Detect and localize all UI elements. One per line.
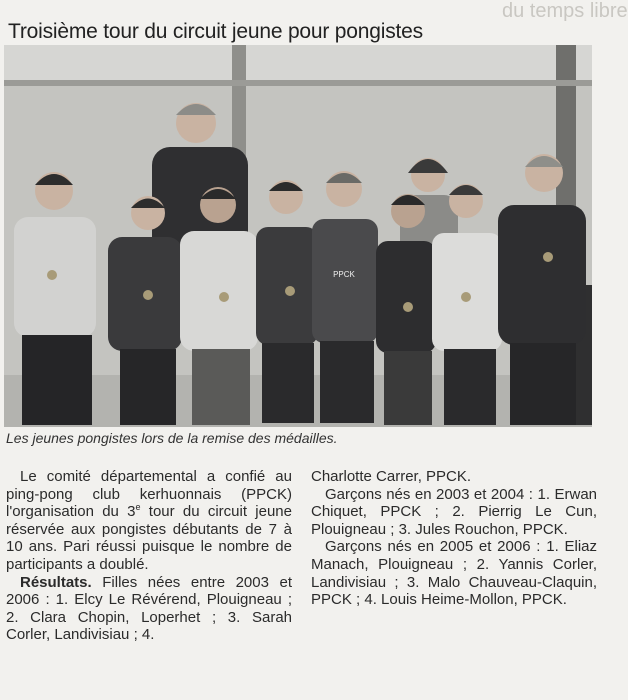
- article-photo: [4, 45, 592, 427]
- results-boys-2005-2006: Garçons nés en 2005 et 2006 : 1. Eliaz Manach, Plouigneau ; 2. Yannis Corler, Landivisiau ; 3. Malo Chauveau-Claquin, PPCK ; 4. Louis Heime-Mollon, PPCK.: [311, 538, 597, 609]
- results-girls-continued: Charlotte Carrer, PPCK.: [311, 468, 472, 485]
- results-label: Résultats.: [20, 573, 92, 591]
- article-column-right: [311, 468, 597, 609]
- article-headline: Troisième tour du circuit jeune pour pongistes: [8, 20, 423, 44]
- group-photo-illustration: [4, 45, 592, 427]
- neighbor-column-fragment: du temps libre: [502, 0, 628, 22]
- jersey-label: PPCK: [333, 270, 355, 279]
- photo-caption: Les jeunes pongistes lors de la remise des médailles.: [6, 430, 338, 446]
- results-boys-2003-2004: Garçons nés en 2003 et 2004 : 1. Erwan Chiquet, PPCK ; 2. Pierrig Le Cun, Plouigneau ; 3. Jules Rouchon, PPCK.: [311, 485, 597, 538]
- article-intro: Le comité départemental a confié au ping-pong club kerhuonnais (PPCK) l'organisation du 3e tour du circuit jeune réservée aux pongistes débutants de 7 à 10 ans. Pari réussi puisque le nombre de participants a doublé.: [6, 468, 292, 573]
- article-column-left: [6, 468, 292, 644]
- results-girls: Résultats. Filles nées entre 2003 et 2006 : 1. Elcy Le Révérend, Plouigneau ; 2. Clara Chopin, Loperhet ; 3. Sarah Corler, Landivisiau ; 4.: [6, 573, 292, 644]
